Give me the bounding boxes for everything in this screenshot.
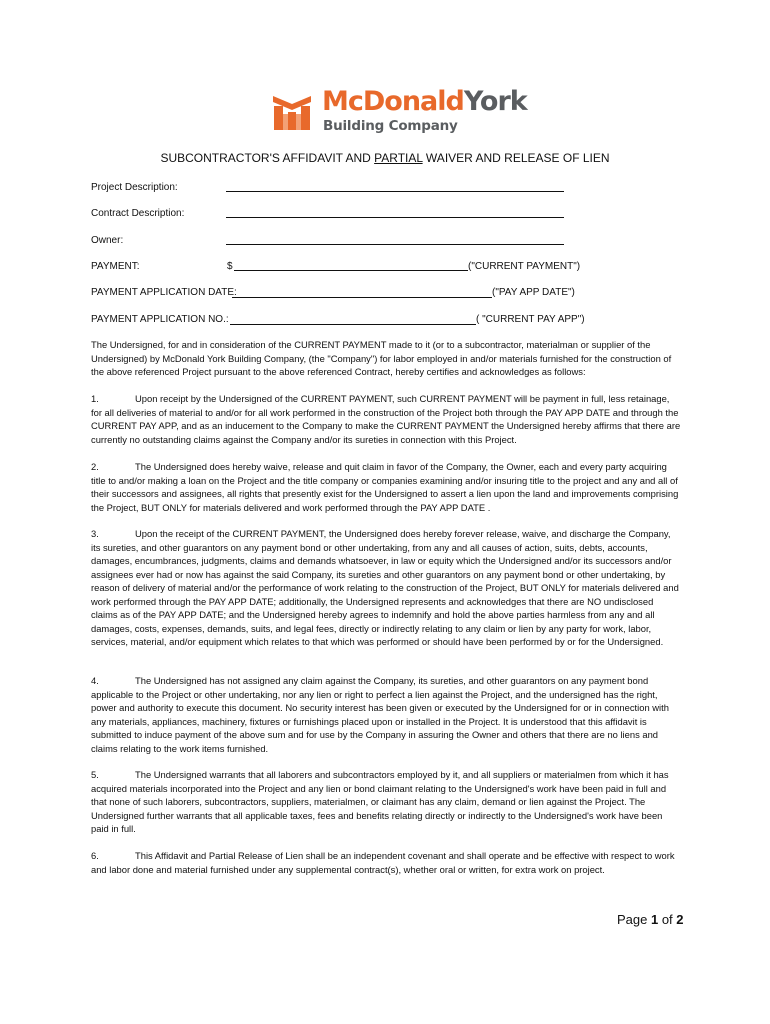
paragraph-text: The Undersigned has not assigned any claim against the Company, its sureties, and other guarantors on any payment bond applicable to the Project or other undertaking, nor any lien or right to perfect a lien against the Project, and the undersigned has the right, power and authority to execute this document. No security interest has been given or executed by the Undersigned for or in connection with any materials, appliances, machinery, fixtures or furnishings placed upon or installed in the Project. It is understood that this affidavit is submitted to induce payment of the above sum and for use by the Company in assuring the Owner and others that there are no liens and claims relating to the work items furnished.	[91, 675, 669, 754]
paragraph-number: 3.	[91, 528, 99, 539]
payment-app-no-suffix: ( "CURRENT PAY APP")	[476, 314, 585, 325]
paragraph-number: 1.	[91, 393, 99, 404]
title-part2: WAIVER AND RELEASE OF LIEN	[422, 151, 610, 165]
payment-app-no-line[interactable]	[230, 324, 476, 325]
page-of-label: of	[658, 912, 677, 927]
paragraph-text: Upon the receipt of the CURRENT PAYMENT, the Undersigned does hereby forever release, waive, and discharge the Company, its sureties, and other guarantors on any payment bond or other undertaking, from any and all causes of action, suits, debts, accounts, damages, encumbrances, judgments, claims and demands whatsoever, in law or equity which the Undersigned and/or its successors and/or assignees ever had or now has against the said Company, its sureties and other guarantors on any payment bond or other undertaking, by reason of delivery of material and/or the performance of work relating to the construction of the Project, BUT ONLY for materials delivered and work performed through the PAY APP DATE; additionally, the Undersigned represents and acknowledges that there are NO undisclosed claims as of the PAY APP DATE; and the Undersigned hereby agrees to indemnify and hold the above parties harmless from any and all damages, costs, expenses, demands, suits, and legal fees, directly or indirectly relating to any claim or lien by any party for work, labor, services, material, and/or equipment which relates to that which was performed or should have been performed by or for the Undersigned.	[91, 528, 679, 647]
page-label: Page	[617, 912, 651, 927]
logo-subtitle: Building Company	[323, 118, 458, 134]
payment-app-date-label: PAYMENT APPLICATION DATE:	[91, 287, 237, 298]
paragraph-6	[91, 849, 681, 876]
payment-line[interactable]	[234, 270, 468, 271]
payment-suffix: ("CURRENT PAYMENT")	[468, 261, 581, 272]
mcdonald-york-mark-icon	[272, 92, 312, 132]
owner-line[interactable]	[226, 244, 564, 245]
company-logo	[272, 86, 527, 138]
paragraph-number: 5.	[91, 769, 99, 780]
paragraph-3	[91, 527, 681, 649]
payment-app-date-line[interactable]	[232, 297, 492, 298]
intro-paragraph: The Undersigned, for and in consideration of the CURRENT PAYMENT made to it (or to a subcontractor, materialman or supplier of the Undersigned) by McDonald York Building Company, (the "Company") for labor employed in and/or materials furnished for the construction of the above referenced Project pursuant to the above referenced Contract, hereby certifies and acknowledges as follows:	[91, 339, 672, 377]
project-description-label: Project Description:	[91, 182, 178, 193]
page-number	[617, 912, 684, 927]
document-title	[0, 151, 770, 165]
contract-description-label: Contract Description:	[91, 208, 185, 219]
title-underlined: PARTIAL	[374, 151, 423, 165]
page-total: 2	[676, 912, 684, 927]
logo-wordmark	[322, 86, 527, 117]
logo-name-part1: McDonald	[322, 86, 464, 117]
payment-app-date-suffix: ("PAY APP DATE")	[492, 287, 575, 298]
paragraph-text: The Undersigned warrants that all laborers and subcontractors employed by it, and all suppliers or materialmen from which it has acquired materials incorporated into the Project and any lien or bond claimant relating to the Undersigned's work have been paid in full and that none of such laborers, subcontractors, suppliers, materialmen, or claimant has any claim, demand or lien against the Project. The Undersigned further warrants that all applicable taxes, fees and benefits relating directly or indirectly to the Undersigned's work have been paid in full.	[91, 769, 669, 834]
payment-dollar-sign: $	[227, 261, 233, 272]
paragraph-number: 2.	[91, 461, 99, 472]
payment-label: PAYMENT:	[91, 261, 140, 272]
title-part1: SUBCONTRACTOR'S AFFIDAVIT AND	[160, 151, 375, 165]
contract-description-line[interactable]	[226, 217, 564, 218]
paragraph-4	[91, 674, 681, 755]
payment-app-no-label: PAYMENT APPLICATION NO.:	[91, 314, 229, 325]
paragraph-2	[91, 460, 681, 514]
paragraph-5	[91, 768, 681, 836]
paragraph-number: 6.	[91, 850, 99, 861]
page-current: 1	[650, 912, 659, 927]
paragraph-number: 4.	[91, 675, 99, 686]
project-description-line[interactable]	[226, 191, 564, 192]
paragraph-text: Upon receipt by the Undersigned of the CURRENT PAYMENT, such CURRENT PAYMENT will be payment in full, less retainage, for all deliveries of material to and/or for all work performed in the construction of the Project both through the PAY APP DATE and through the CURRENT PAY APP, and as an inducement to the Company to make the CURRENT PAYMENT the Undersigned hereby affirms that there are currently no outstanding claims against the Company and/or its sureties in connection with this Project.	[91, 393, 681, 445]
paragraph-1	[91, 392, 681, 446]
paragraph-text: The Undersigned does hereby waive, release and quit claim in favor of the Company, the Owner, each and every party acquiring title to and/or making a loan on the Project and the title company or companies examining and/or insuring title to the project and any and all of their successors and assignees, all rights that presently exist for the Undersigned to assert a lien upon the land and improvements comprising the Project, BUT ONLY for materials delivered and work performed through the PAY APP DATE .	[91, 461, 679, 513]
paragraph-text: This Affidavit and Partial Release of Lien shall be an independent covenant and shall operate and be effective with respect to work and labor done and material furnished under any supplemental contract(s), whether oral or written, for extra work on project.	[91, 850, 675, 875]
logo-name-part2: York	[463, 86, 527, 117]
owner-label: Owner:	[91, 235, 124, 246]
